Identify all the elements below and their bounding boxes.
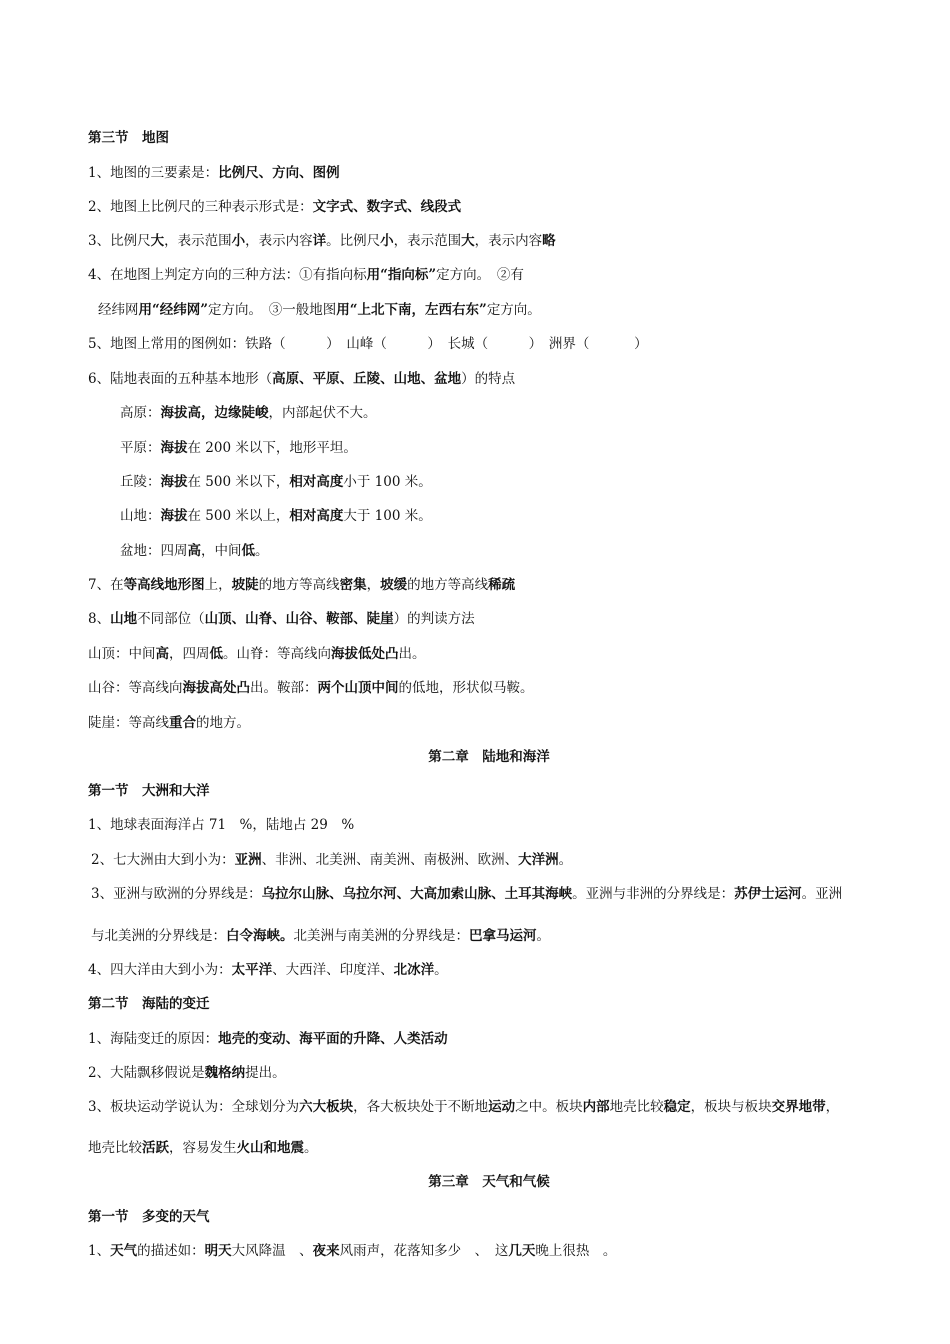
text-span: 平原：: [120, 440, 161, 456]
bold-text: 小: [231, 233, 246, 249]
text-line: [88, 679, 534, 697]
bold-text: 相对高度: [289, 474, 344, 490]
bold-text: 火山和地震: [236, 1140, 304, 1156]
text-span: 高原：: [120, 405, 161, 421]
bold-text: 海拔: [160, 474, 188, 490]
text-span: 山地：: [120, 508, 161, 524]
bold-text: 大洋洲: [518, 852, 559, 868]
text-span: 。: [304, 1140, 318, 1156]
text-span: ，容易发生: [169, 1140, 237, 1156]
text-span: ，表示范围: [393, 233, 462, 249]
bold-text: 天气: [110, 1243, 138, 1259]
text-span: 地壳比较: [609, 1099, 664, 1115]
bold-text: 稀疏: [488, 577, 516, 593]
text-span: ，板块与板块: [690, 1099, 772, 1115]
text-line: [120, 404, 377, 422]
text-span: 山谷：等高线向: [88, 680, 183, 696]
text-line: [88, 961, 448, 979]
text-span: 陡崖：等高线: [88, 715, 169, 731]
text-span: 。山脊：等高线向: [223, 646, 331, 662]
text-span: 之中。板块: [515, 1099, 583, 1115]
text-span: 在 200 米以下，地形平坦。: [187, 440, 357, 456]
text-span: 在 500 米以下，: [187, 474, 290, 490]
text-span: ，表示内容: [474, 233, 543, 249]
text-span: 6、陆地表面的五种基本地形（: [88, 371, 273, 387]
text-line: [98, 301, 541, 319]
bold-text: 略: [542, 233, 556, 249]
chapter-title: 第三章 天气和气候: [428, 1174, 550, 1190]
text-span: 。亚洲与非洲的分界线是：: [572, 886, 735, 902]
text-span: 。亚洲: [801, 886, 843, 902]
text-span: 经纬网: [98, 302, 139, 318]
text-line: [88, 1139, 318, 1157]
bold-text: 用“经纬网”: [138, 302, 209, 318]
bold-text: 海拔高处凸: [182, 680, 250, 696]
text-span: 的低地，形状似马鞍。: [398, 680, 534, 696]
bold-text: 坡陡: [231, 577, 259, 593]
bold-text: 交界地带: [771, 1099, 826, 1115]
text-span: 风雨声，花落知多少 、 这: [339, 1243, 509, 1259]
text-span: ，四周: [169, 646, 210, 662]
text-span: 大于 100 米。: [343, 508, 432, 524]
text-span: ，表示内容: [245, 233, 313, 249]
section-title: 第二节 海陆的变迁: [88, 996, 210, 1012]
text-line: [88, 232, 556, 250]
bold-text: 比例尺、方向、图例: [218, 165, 340, 181]
bold-text: 海拔低处凸: [331, 646, 399, 662]
text-span: 。: [434, 962, 448, 978]
text-line: [120, 507, 432, 525]
text-span: 定方向。: [486, 302, 541, 318]
text-span: 2、七大洲由大到小为：: [91, 852, 235, 868]
text-span: ，中间: [201, 543, 242, 559]
text-span: 丘陵：: [120, 474, 161, 490]
bold-text: 夜来: [312, 1243, 340, 1259]
text-line: [88, 164, 340, 182]
bold-text: 白令海峡。: [226, 928, 294, 944]
text-line: [88, 576, 515, 594]
section-title: 第三节 地图: [88, 130, 169, 146]
bold-text: 两个山顶中间: [317, 680, 399, 696]
bold-text: 内部: [582, 1099, 610, 1115]
bold-text: 高原、平原、丘陵、山地、盆地: [272, 371, 462, 387]
bold-text: 用“指向标”: [366, 267, 437, 283]
text-span: 。: [558, 852, 573, 868]
text-line: 5、地图上常用的图例如：铁路（ ） 山峰（ ） 长城（ ） 洲界（ ）: [88, 336, 648, 352]
text-span: ，表示范围: [164, 233, 232, 249]
text-span: 1、地图的三要素是：: [88, 165, 219, 181]
text-span: 。: [255, 543, 269, 559]
text-span: 。: [536, 928, 550, 944]
text-span: 1、海陆变迁的原因：: [88, 1031, 219, 1047]
bold-text: 高: [155, 646, 169, 662]
bold-text: 乌拉尔山脉、乌拉尔河、大高加索山脉、土耳其海峡: [261, 886, 573, 902]
bold-text: 几天: [508, 1243, 536, 1259]
bold-text: 运动: [488, 1099, 516, 1115]
bold-text: 海拔高，边缘陡峻: [160, 405, 269, 421]
bold-text: 明天: [204, 1243, 232, 1259]
text-span: 4、四大洋由大到小为：: [88, 962, 232, 978]
bold-text: 山顶、山脊、山谷、鞍部、陡崖: [204, 611, 394, 627]
text-span: 的地方。: [196, 715, 250, 731]
text-span: 在 500 米以上，: [187, 508, 290, 524]
bold-text: 详: [312, 233, 327, 249]
bold-text: 重合: [169, 715, 196, 731]
text-span: 的地方等高线: [407, 577, 489, 593]
bold-text: 六大板块: [299, 1099, 354, 1115]
bold-text: 低: [241, 543, 255, 559]
text-span: 4、在地图上判定方向的三种方法：①有指向标: [88, 267, 367, 283]
text-span: 1、: [88, 1243, 111, 1259]
text-span: 北美洲与南美洲的分界线是：: [293, 928, 469, 944]
text-span: ）的特点: [461, 371, 516, 387]
bold-text: 亚洲: [234, 852, 262, 868]
bold-text: 稳定: [663, 1099, 691, 1115]
text-span: 盆地：四周: [120, 543, 188, 559]
bold-text: 活跃: [142, 1140, 169, 1156]
bold-text: 低: [209, 646, 223, 662]
text-span: 提出。: [245, 1065, 286, 1081]
text-line: [120, 542, 269, 560]
text-span: 出。鞍部：: [250, 680, 318, 696]
bold-text: 海拔: [160, 508, 188, 524]
text-span: 与北美洲的分界线是：: [91, 928, 226, 944]
text-span: 3、比例尺: [88, 233, 151, 249]
text-span: 山顶：中间: [88, 646, 156, 662]
text-line: [120, 473, 432, 491]
bold-text: 相对高度: [289, 508, 344, 524]
section-title: 第一节 多变的天气: [88, 1209, 210, 1225]
text-span: 晚上很热 。: [535, 1243, 617, 1259]
text-line: [91, 927, 550, 945]
text-span: ，: [825, 1099, 840, 1115]
text-span: 。比例尺: [326, 233, 381, 249]
bold-text: 太平洋: [231, 962, 273, 978]
text-line: [91, 885, 842, 903]
bold-text: 苏伊士运河: [734, 886, 802, 902]
bold-text: 山地: [110, 611, 138, 627]
bold-text: 地壳的变动、海平面的升降、人类活动: [218, 1031, 448, 1047]
text-line: [88, 1098, 839, 1116]
text-line: [88, 610, 475, 628]
bold-text: 海拔: [160, 440, 188, 456]
text-span: 8、: [88, 611, 111, 627]
text-span: 定方向。 ②有: [436, 267, 524, 283]
text-span: ，各大板块处于不断地: [353, 1099, 489, 1115]
text-span: 的地方等高线: [258, 577, 340, 593]
bold-text: 北冰洋: [393, 962, 435, 978]
text-span: 、大西洋、印度洋、: [272, 962, 394, 978]
chapter-title: 第二章 陆地和海洋: [428, 749, 550, 765]
text-line: [120, 439, 357, 457]
text-line: [88, 266, 524, 284]
text-line: [88, 370, 515, 388]
text-span: 、非洲、北美洲、南美洲、南极洲、欧洲、: [261, 852, 519, 868]
text-line: [88, 714, 250, 732]
text-span: 3、板块运动学说认为：全球划分为: [88, 1099, 300, 1115]
text-span: 出。: [398, 646, 426, 662]
bold-text: 文字式、数字式、线段式: [312, 199, 462, 215]
text-span: ，内部起伏不大。: [268, 405, 377, 421]
text-line: 1、地球表面海洋占 71 %，陆地占 29 %: [88, 817, 355, 833]
bold-text: 等高线地形图: [123, 577, 205, 593]
section-title: 第一节 大洲和大洋: [88, 783, 210, 799]
text-span: 大风降温 、: [231, 1243, 313, 1259]
text-span: 小于 100 米。: [343, 474, 432, 490]
text-span: ）的判读方法: [393, 611, 475, 627]
text-span: 地壳比较: [88, 1140, 142, 1156]
text-line: [91, 851, 572, 869]
bold-text: 魏格纳: [204, 1065, 246, 1081]
bold-text: 坡缓: [380, 577, 408, 593]
bold-text: 小: [380, 233, 394, 249]
text-span: 3、亚洲与欧洲的分界线是：: [91, 886, 262, 902]
text-span: 上，: [204, 577, 232, 593]
bold-text: 大: [461, 233, 475, 249]
bold-text: 高: [187, 543, 201, 559]
bold-text: 密集: [339, 577, 367, 593]
text-line: [88, 1242, 616, 1260]
text-span: 2、地图上比例尺的三种表示形式是：: [88, 199, 313, 215]
text-line: [88, 198, 461, 216]
bold-text: 用“上北下南，左西右东”: [336, 302, 487, 318]
text-span: 定方向。 ③一般地图: [208, 302, 337, 318]
text-span: 7、在: [88, 577, 124, 593]
text-line: [88, 1030, 448, 1048]
text-span: ，: [366, 577, 381, 593]
bold-text: 大: [150, 233, 165, 249]
bold-text: 巴拿马运河: [469, 928, 537, 944]
text-span: 不同部位（: [137, 611, 205, 627]
text-span: 2、大陆飘移假说是: [88, 1065, 205, 1081]
text-line: [88, 1064, 286, 1082]
text-line: [88, 645, 426, 663]
text-span: 的描述如：: [137, 1243, 205, 1259]
